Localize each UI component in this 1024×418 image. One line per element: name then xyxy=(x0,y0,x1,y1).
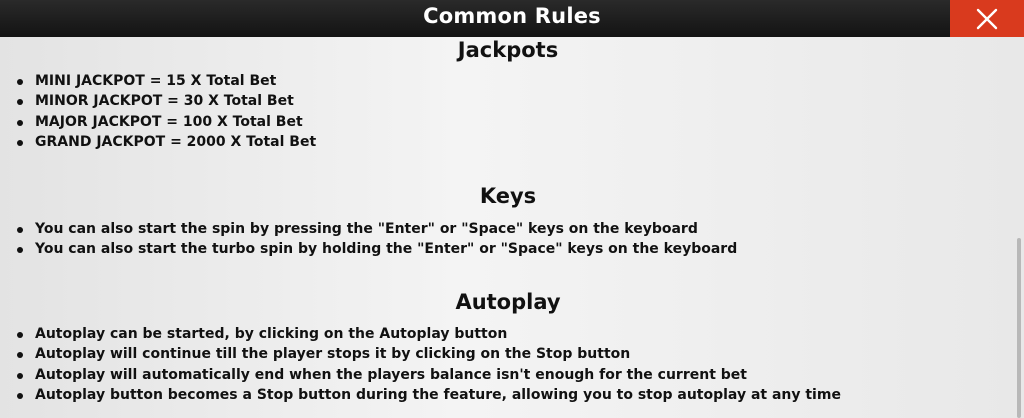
scrollbar[interactable] xyxy=(1017,238,1021,418)
keys-list xyxy=(14,219,737,260)
section-heading-keys: Keys xyxy=(479,184,537,208)
list-item: MINI JACKPOT = 15 X Total Bet xyxy=(14,71,316,91)
rules-content[interactable] xyxy=(0,37,1024,418)
close-icon xyxy=(976,8,998,30)
list-item: Autoplay will continue till the player stops it by clicking on the Stop button xyxy=(14,344,841,364)
list-item: Autoplay can be started, by clicking on the Autoplay button xyxy=(14,324,841,344)
dialog-title: Common Rules xyxy=(423,4,601,28)
list-item: MINOR JACKPOT = 30 X Total Bet xyxy=(14,91,316,111)
list-item: MAJOR JACKPOT = 100 X Total Bet xyxy=(14,112,316,132)
list-item: GRAND JACKPOT = 2000 X Total Bet xyxy=(14,132,316,152)
jackpots-list xyxy=(14,71,316,152)
list-item: You can also start the spin by pressing the "Enter" or "Space" keys on the keyboard xyxy=(14,219,737,239)
close-button[interactable] xyxy=(950,0,1024,37)
section-heading-jackpots: Jackpots xyxy=(457,38,559,62)
list-item: Autoplay will automatically end when the players balance isn't enough for the current bet xyxy=(14,365,841,385)
title-bar xyxy=(0,0,1024,37)
list-item: You can also start the turbo spin by holding the "Enter" or "Space" keys on the keyboard xyxy=(14,239,737,259)
list-item: Autoplay button becomes a Stop button during the feature, allowing you to stop autoplay at any time xyxy=(14,385,841,405)
autoplay-list xyxy=(14,324,841,405)
section-heading-autoplay: Autoplay xyxy=(455,290,561,314)
